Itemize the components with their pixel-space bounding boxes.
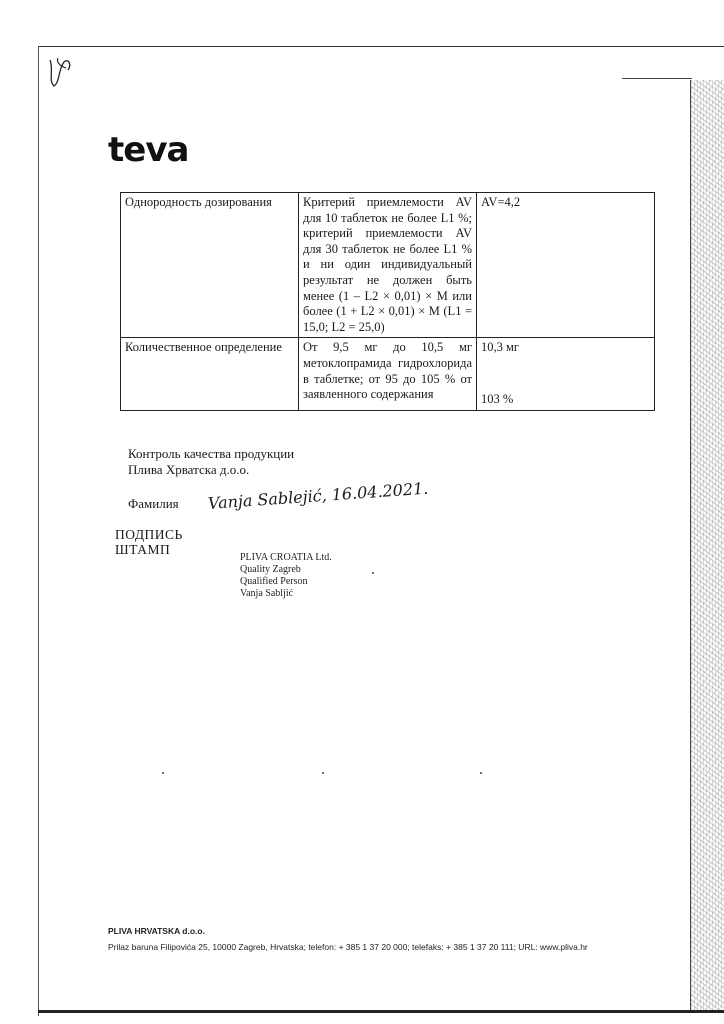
scan-speck: [322, 772, 324, 774]
result-value: AV=4,2: [481, 195, 521, 209]
scan-speck: [480, 772, 482, 774]
scan-speck: [372, 572, 374, 574]
company-stamp: [240, 552, 332, 600]
signature-stamp-labels: [115, 527, 183, 557]
result-cell: [477, 338, 655, 410]
requirement-cell: От 9,5 мг до 10,5 мг метоклопрамида гидрохлорида в таблетке; от 95 до 105 % от заявленного содержания: [299, 338, 477, 410]
specification-table: [120, 192, 655, 411]
qc-company: Плива Хрватска д.о.о.: [128, 462, 250, 477]
page-footer: [108, 925, 588, 953]
footer-address: Prilaz baruna Filipovića 25, 10000 Zagreb, Hrvatska; telefon: + 385 1 37 20 000; telefaks: + 385 1 37 20 111; URL: www.pliva.hr: [108, 942, 588, 952]
result-value: 10,3 мг: [481, 340, 520, 355]
podpis-label: ПОДПИСЬ: [115, 527, 183, 542]
stamp-line: PLIVA CROATIA Ltd.: [240, 552, 332, 563]
quality-control-block: [128, 446, 294, 478]
footer-company: PLIVA HRVATSKA d.o.o.: [108, 926, 205, 936]
shtamp-label: ШТАМП: [115, 542, 171, 557]
familia-label: Фамилия: [128, 496, 179, 511]
requirement-cell: Критерий приемлемости AV для 10 таблеток не более L1 %; критерий приемлемости AV для 30 таблеток не более L1 % и ни один индивидуальный результат не должен быть менее (1 – L2 × 0,01) × M или более (1 + L2 × 0,01) × M (L1 = 15,0; L2 = 25,0): [299, 193, 477, 338]
result-value-percent: 103 %: [481, 391, 514, 406]
teva-logo: teva: [108, 130, 189, 170]
table-row: [121, 338, 655, 410]
qc-title: Контроль качества продукции: [128, 446, 295, 461]
stamp-line: Quality Zagreb: [240, 564, 301, 575]
corner-handwriting-mark: [40, 52, 80, 92]
page-border-right-fragment: [622, 78, 692, 79]
stamp-line: Qualified Person: [240, 576, 308, 587]
stamp-line: Vanja Sabljić: [240, 588, 294, 599]
table-row: [121, 193, 655, 338]
parameter-cell: Количественное определение: [121, 338, 299, 410]
scan-speck: [162, 772, 164, 774]
page-border-left: [38, 46, 39, 1016]
page-border-top: [38, 46, 724, 47]
scan-edge-noise: [690, 80, 724, 1010]
handwritten-signature: Vanja Sablejić, 16.04.2021.: [207, 478, 429, 513]
result-cell: [477, 193, 655, 338]
parameter-cell: Однородность дозирования: [121, 193, 299, 338]
page-border-bottom: [38, 1010, 724, 1013]
